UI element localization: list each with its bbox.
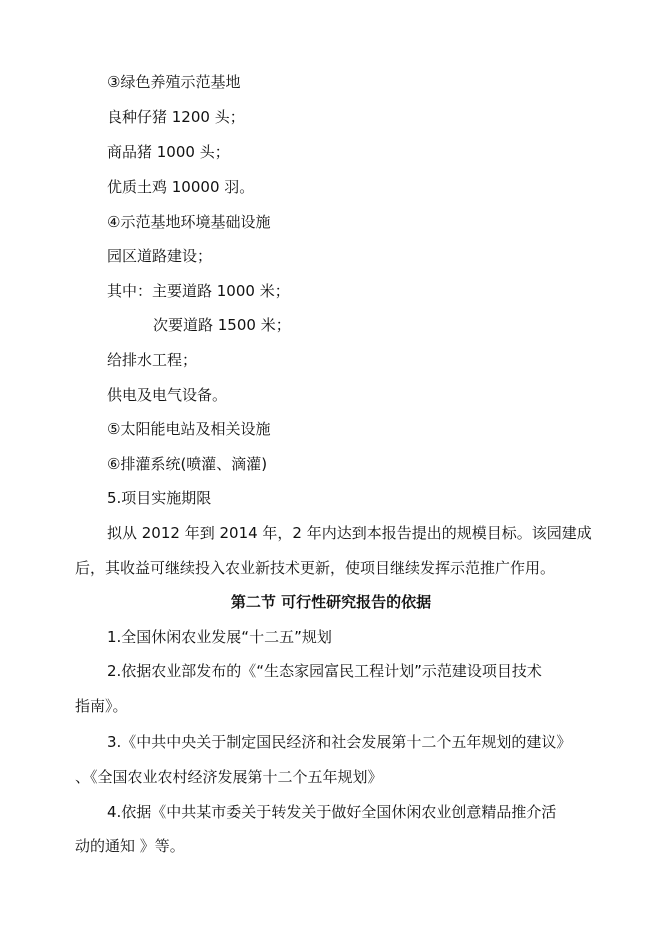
item-solar-station: ⑤太阳能电站及相关设施 (107, 420, 271, 438)
basis-item-3-line-2: 、《全国农业农村经济发展第十二个五年规划》 (75, 768, 383, 786)
basis-item-3-line-1: 3.《中共中央关于制定国民经济和社会发展第十二个五年规划的建议》 (107, 733, 572, 751)
section-heading: 第二节 可行性研究报告的依据 (230, 593, 432, 611)
basis-item-1: 1.全国休闲农业发展“十二五”规划 (107, 628, 332, 646)
item-secondary-roads: 次要道路 1500 米； (153, 316, 291, 334)
section-implementation-period: 5.项目实施期限 (107, 489, 212, 507)
item-power-supply: 供电及电气设备。 (107, 386, 228, 404)
paragraph-period-line-1: 拟从 2012 年到 2014 年，2 年内达到本报告提出的规模目标。该园建成 (107, 524, 592, 542)
item-infrastructure: ④示范基地环境基础设施 (107, 213, 271, 231)
basis-item-2-line-2: 指南》。 (75, 697, 128, 715)
item-commercial-pigs: 商品猪 1000 头； (107, 143, 230, 161)
item-irrigation: ⑥排灌系统(喷灌、滴灌) (107, 455, 268, 473)
item-green-breeding-base: ③绿色养殖示范基地 (107, 73, 241, 91)
basis-item-2-line-1: 2.依据农业部发布的《“生态家园富民工程计划”示范建设项目技术 (107, 662, 542, 680)
basis-item-4-line-2: 动的通知 》等。 (75, 837, 185, 855)
item-piglets: 良种仔猪 1200 头； (107, 108, 245, 126)
paragraph-period-line-2: 后，其收益可继续投入农业新技术更新，使项目继续发挥示范推广作用。 (75, 559, 556, 577)
item-local-chickens: 优质土鸡 10000 羽。 (107, 178, 255, 196)
item-main-roads: 其中：主要道路 1000 米； (107, 282, 290, 300)
item-road-construction: 园区道路建设； (107, 247, 213, 265)
basis-item-4-line-1: 4.依据《中共某市委关于转发关于做好全国休闲农业创意精品推介活 (107, 803, 557, 821)
item-water-works: 给排水工程； (107, 351, 198, 369)
